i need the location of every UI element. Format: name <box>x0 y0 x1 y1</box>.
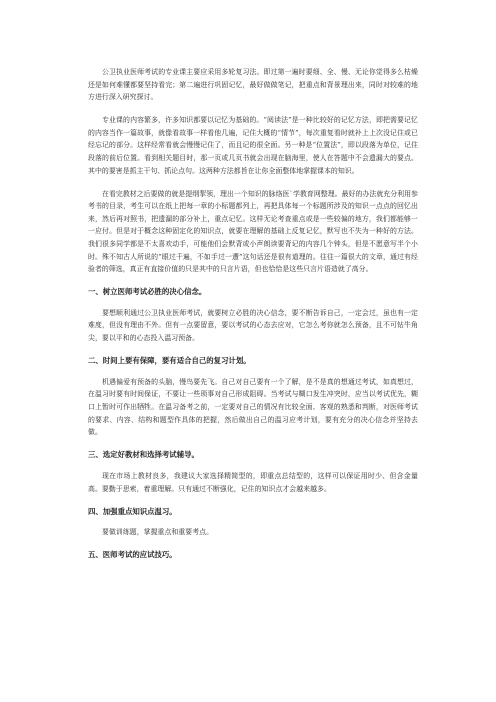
section-heading-1: 一、树立医师考试必胜的决心信念。 <box>88 287 207 297</box>
section-heading-2: 二、时间上要有保障，要有适合自己的复习计划。 <box>88 356 251 366</box>
paragraph-memory-methods: 专业课的内容繁多，许多知识都要以记忆为基础的。“阅读法”是一种比较好的记忆方法，即把需要记忆的内容当作一篇故事，就像看故事一样看他几遍，记住大概的“情节”，每次重复看时就补上上次没记住或已经忘记的部分。这样经常看就会慢慢记住了，而且记的很全面。另一种是“位置法”，即以段落为单位，记住段落的前后位置。看到相关题目时，那一页或几页书就会出现在脑海里，使人在答题中不会遗漏大的要点。其中的要害是抓主干句、抓论点句。这两种方法都旨在让你全面整体地掌握课本的知识。 <box>88 116 418 175</box>
section-heading-3: 三、选定好教材和选择考试辅导。 <box>88 450 199 460</box>
paragraph-review-outline: 在看完教材之后要做的就是提纲挈领，理出一个知识的脉络医`学教育网整理。最好的办法就充分利用参考书的目录，考生可以在纸上把每一章的小标题都列上，再把具体每一个标题所涉及的知识一点点的回忆出来，然后再对照书，把遗漏的部分补上，重点记忆。这样无论考查重点或是一些较偏的地方，我们都能够一一应付。但是对于概念这种固定化的知识点，就要在理解的基础上反复记忆，默写也不失为一种好的方法。我们很多同学都是不太喜欢动手，可能他们会默背或小声朗读要背记的内容几个钟头，但是不愿意写半个小时。殊不知古人所说的“眼过千遍，不如手过一遭”这句话还是很有道理的。往往一篇很大的文章，通过有经验者的筛选，真正有直接价值的只是其中的只言片语，但也恰恰是这些只言片语造就了高分。 <box>88 189 418 274</box>
section-body-1: 要想顺利通过公卫执业医师考试，就要树立必胜的决心信念，要不断告诉自己，一定会过，虽也有一定难度，但没有理由不外。但有一点要留意，要以考试的心态去应对，它怎么考你就怎么预备，且不可钻牛角尖，要以平和的心态投入温习预备。 <box>88 308 418 343</box>
section-body-3: 现在市场上教材良多，我建议大家选择精简型的，即重点总结型的，这样可以保证用时少、但含金量高。要勤于思索，着重理解。只有通过不断强化，记住的知识点才会越来越多。 <box>88 472 418 493</box>
section-heading-5: 五、医师考试的应试技巧。 <box>88 550 177 560</box>
section-body-4: 要做训练题，掌握重点和重要考点。 <box>102 528 214 537</box>
section-heading-4: 四、加强重点知识点温习。 <box>88 506 177 516</box>
section-body-2: 机遇偏爱有预备的头脑，慢鸟要先飞。自己对自己要有一个了解，是不是真的想通过考试，如真想过，在温习时要有时间保证，不要让一些琐事对自己形成阻碍。当考试与糊口发生冲突时，应当以考试优先，糊口上暂时可作出牺牲。在温习备考之前，一定要对自己的情况有比较全面、客观的熟悉和判断，对医师考试的要求、内容、结构和题型作具体的把握，然后做出自己的温习应考计划，要有充分的决心信念并坚持去做。 <box>88 377 418 437</box>
paragraph-intro: 公卫执业医师考试的专业课主要应采用多轮复习法。即过第一遍时要细、全、慢、无论你觉得多么枯燥还是如何难懂都要坚持看完；第二遍进行巩固记忆，最好做做笔记，把重点和背景理出来，同时对较难的地方进行深入研究探讨。 <box>88 68 418 102</box>
